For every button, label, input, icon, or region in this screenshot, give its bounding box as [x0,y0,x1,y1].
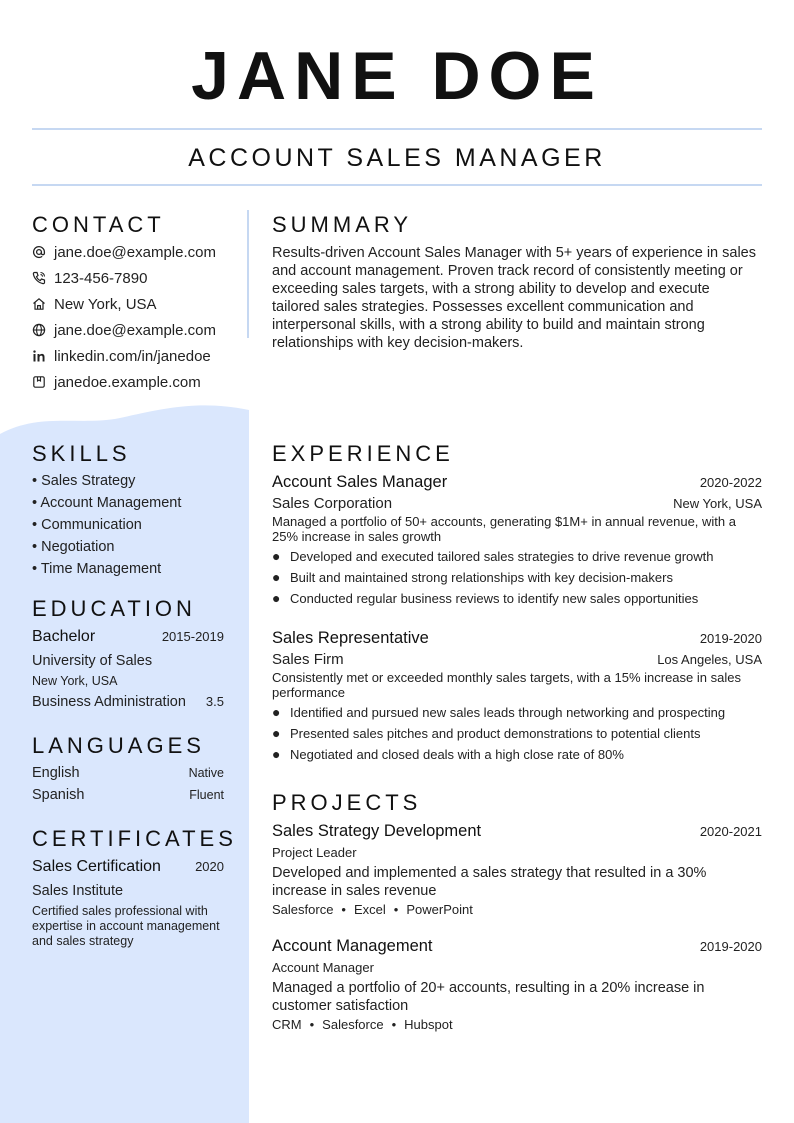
language-level: Fluent [189,788,224,802]
home-icon [32,297,46,311]
experience-heading: EXPERIENCE [272,441,454,466]
skill-item: • Communication [32,517,142,533]
project-tag: PowerPoint [406,902,473,917]
education-school: University of Sales [32,653,153,669]
contact-globe-text: jane.doe@example.com [54,321,216,339]
experience-entry [272,473,762,609]
contact-phone-text: 123-456-7890 [54,269,148,287]
certificate-name: Sales Certification [32,858,161,875]
job-summary: Managed a portfolio of 50+ accounts, generating $1M+ in annual revenue, with a 25% increase in sales growth [272,514,736,544]
language-name: English [32,765,80,781]
education-degree: Bachelor [32,628,96,645]
project-tag: CRM [272,1017,302,1032]
project-title: Account Management [272,937,433,955]
project-description: Managed a portfolio of 20+ accounts, resulting in a 20% increase in customer satisfaction [272,980,705,1014]
project-title: Sales Strategy Development [272,822,482,840]
job-summary: Consistently met or exceeded monthly sales targets, with a 15% increase in sales performance [272,670,741,700]
education-field-row [32,694,224,710]
project-tags: Salesforce • Excel • PowerPoint [272,902,473,917]
linkedin-icon [32,349,46,363]
project-tag: Salesforce [272,902,334,917]
globe-icon [32,323,46,337]
project-tag: Hubspot [404,1017,453,1032]
project-role: Account Manager [272,960,374,975]
skill-item: • Time Management [32,561,162,577]
project-years: 2019-2020 [699,939,762,954]
skill-item: • Negotiation [32,539,115,555]
project-tag: Excel [353,902,386,917]
column-divider [247,210,249,338]
contact-email-text: jane.doe@example.com [54,243,216,261]
project-entry [272,937,762,1032]
language-row [32,787,224,803]
header-divider-bottom [32,184,762,186]
education-location: New York, USA [32,674,118,688]
phone-icon [32,271,46,285]
job-years: 2020-2022 [699,475,762,490]
header-divider-top [32,128,762,130]
language-level: Native [188,766,224,780]
job-bullet: ● Identified and pursued new sales leads through networking and prospecting [272,704,726,720]
experience-entry [272,629,762,765]
job-title-heading: ACCOUNT SALES MANAGER [188,144,606,172]
project-entry [272,822,762,917]
contact-location-text: New York, USA [54,295,157,313]
skills-heading: SKILLS [32,441,131,466]
job-bullet: ● Conducted regular business reviews to identify new sales opportunities [272,590,699,606]
at-icon [32,245,46,259]
language-name: Spanish [32,787,85,803]
contact-linkedin[interactable] [32,346,211,366]
website-icon [32,375,46,389]
job-company: Sales Corporation [272,495,393,512]
education-years: 2015-2019 [161,629,224,644]
job-title: Account Sales Manager [272,473,448,491]
summary-text: Results-driven Account Sales Manager with 5+ years of experience in sales and account management. Proven track record of consistently meeting or exceeding sales targets, with a strong ability to develop and execute tailored sales strategies. Possesses excellent communication and interpersonal skills, with a strong ability to build and maintain strong relationships with key decision-makers. [272,245,756,351]
candidate-name: JANE DOE [191,38,603,114]
project-years: 2020-2021 [699,824,762,839]
contact-heading: CONTACT [32,212,165,237]
contact-email[interactable] [32,242,216,262]
language-row [32,765,224,781]
contact-website-email[interactable] [32,320,216,340]
project-tag: Salesforce [322,1017,384,1032]
job-bullet: ● Developed and executed tailored sales strategies to drive revenue growth [272,548,714,564]
job-company: Sales Firm [272,651,344,668]
certificates-heading: CERTIFICATES [32,826,237,851]
certificate-issuer: Sales Institute [32,883,124,899]
education-field: Business Administration [32,694,186,710]
job-bullet: ● Presented sales pitches and product demonstrations to potential clients [272,725,701,741]
job-bullet: ● Built and maintained strong relationships with key decision-makers [272,569,673,585]
certificate-description: Certified sales professional with expertise in account management and sales strategy [32,904,220,948]
contact-site[interactable] [32,372,201,392]
job-years: 2019-2020 [699,631,762,646]
job-title: Sales Representative [272,629,429,647]
education-heading: EDUCATION [32,596,196,621]
job-location: New York, USA [673,496,762,511]
contact-location [32,294,157,314]
projects-heading: PROJECTS [272,790,422,815]
languages-heading: LANGUAGES [32,733,205,758]
job-location: Los Angeles, USA [657,652,762,667]
skill-item: • Account Management [32,495,182,511]
project-description: Developed and implemented a sales strategy that resulted in a 30% increase in sales revenue [272,865,707,899]
skill-item: • Sales Strategy [32,473,136,489]
contact-linkedin-text: linkedin.com/in/janedoe [54,347,211,365]
education-degree-row [32,628,224,646]
education-gpa: 3.5 [205,694,224,709]
project-tags: CRM • Salesforce • Hubspot [272,1017,453,1032]
certificate-row [32,858,224,876]
certificate-year: 2020 [195,859,224,874]
contact-phone[interactable] [32,268,147,288]
summary-heading: SUMMARY [272,212,413,237]
project-role: Project Leader [272,845,357,860]
job-bullet: ● Negotiated and closed deals with a high close rate of 80% [272,746,624,762]
contact-site-text: janedoe.example.com [54,373,201,391]
